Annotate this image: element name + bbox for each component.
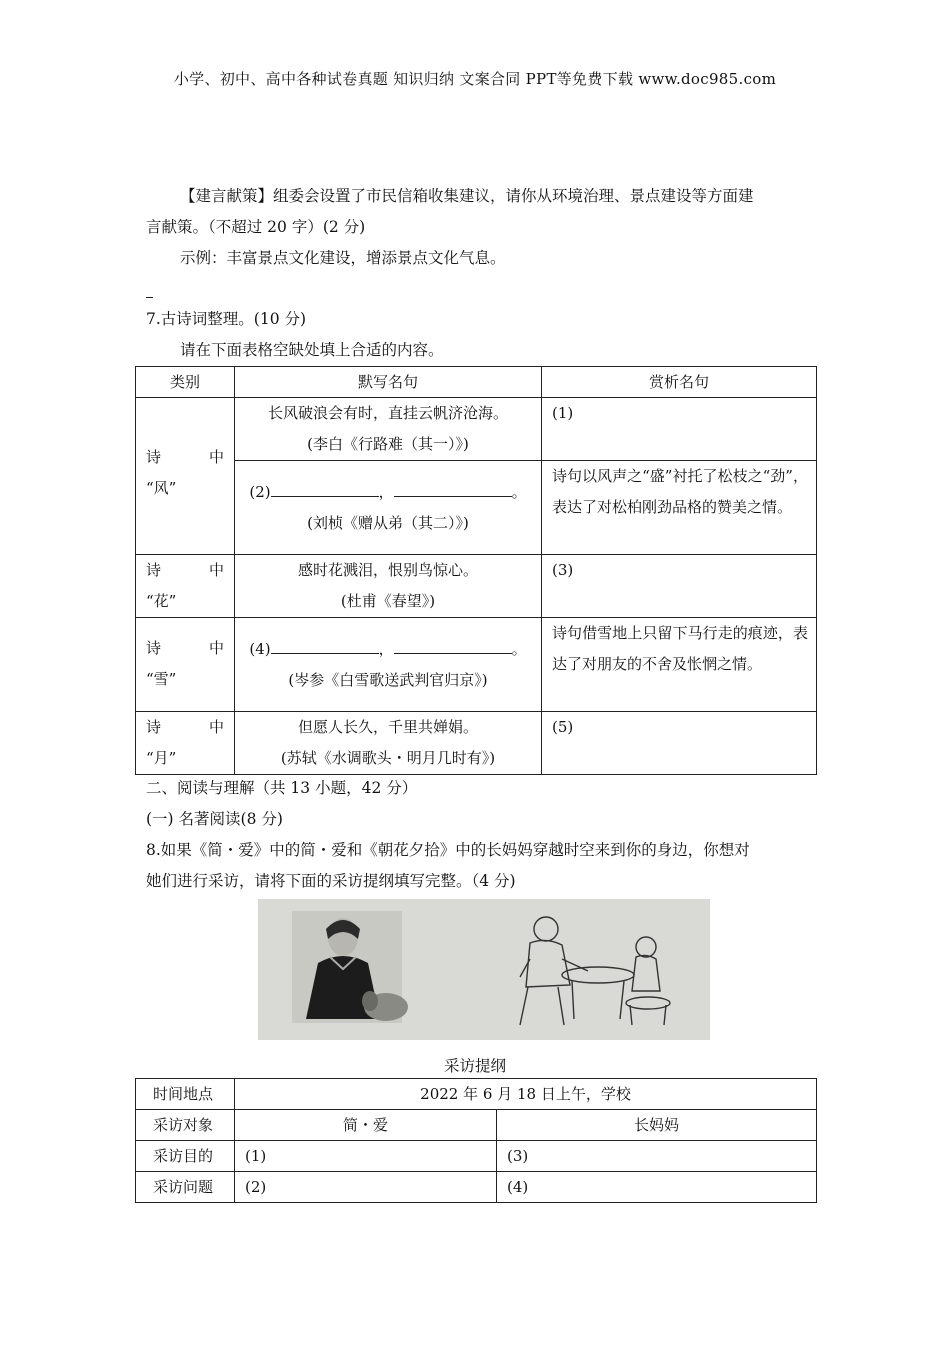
dictation-blank-4: (4) ， 。 (岑参《白雪歌送武判官归京》) (235, 618, 542, 712)
section2-title: 二、阅读与理解（共 13 小题，42 分） (146, 779, 418, 797)
question-blank-4: (4) (497, 1172, 817, 1203)
purpose-blank-1: (1) (235, 1141, 497, 1172)
section2-sub: (一) 名著阅读(8 分) (146, 810, 283, 828)
question-blank-2: (2) (235, 1172, 497, 1203)
dictation-cell: 长风破浪会有时，直挂云帆济沧海。 (李白《行路难（其一）》) (235, 398, 542, 461)
poetry-table-header (136, 367, 817, 398)
category-wind: 诗 中 “风” (136, 398, 235, 555)
table-row (136, 1079, 817, 1110)
interview-caption: 采访提纲 (443, 1057, 506, 1075)
target-jane: 简・爱 (235, 1110, 497, 1141)
dictation-blank-2: (2) ， 。 (刘桢《赠从弟（其二）》) (235, 461, 542, 555)
category-flower: 诗 中 “花” (136, 555, 235, 618)
q7-title: 7.古诗词整理。(10 分) (146, 310, 307, 328)
purpose-label: 采访目的 (136, 1141, 235, 1172)
time-label: 时间地点 (136, 1079, 235, 1110)
illustration-image (258, 899, 710, 1040)
analysis-blank-3: (3) (542, 555, 817, 618)
time-value: 2022 年 6 月 18 日上午，学校 (235, 1079, 817, 1110)
analysis-cell: 诗句借雪地上只留下马行走的痕迹，表达了对朋友的不舍及怅惘之情。 (542, 618, 817, 712)
question-label: 采访问题 (136, 1172, 235, 1203)
table-row (136, 555, 817, 618)
dictation-cell: 但愿人长久，千里共婵娟。 (苏轼《水调歌头・明月几时有》) (235, 712, 542, 775)
target-chang-mama: 长妈妈 (497, 1110, 817, 1141)
analysis-blank-1: (1) (542, 398, 817, 461)
table-row (136, 618, 817, 712)
q8-line1: 8.如果《简・爱》中的简・爱和《朝花夕拾》中的长妈妈穿越时空来到你的身边，你想对 (146, 841, 750, 859)
suggestion-line1: 【建言献策】组委会设置了市民信箱收集建议，请你从环境治理、景点建设等方面建 (180, 187, 754, 205)
purpose-blank-3: (3) (497, 1141, 817, 1172)
poetry-table (135, 366, 817, 775)
q7-instruction: 请在下面表格空缺处填上合适的内容。 (180, 341, 444, 359)
answer-dash (146, 297, 153, 298)
jane-eyre-figure (292, 911, 408, 1023)
target-label: 采访对象 (136, 1110, 235, 1141)
header-dictation: 默写名句 (235, 367, 542, 398)
illustration-drawing (258, 899, 710, 1040)
suggestion-line2: 言献策。（不超过 20 字）(2 分) (146, 218, 366, 236)
table-row (136, 712, 817, 775)
table-row (136, 398, 817, 461)
q8-line2: 她们进行采访，请将下面的采访提纲填写完整。（4 分) (146, 872, 516, 890)
suggestion-example: 示例：丰富景点文化建设，增添景点文化气息。 (180, 249, 506, 267)
analysis-cell: 诗句以风声之“盛”衬托了松枝之“劲”，表达了对松柏刚劲品格的赞美之情。 (542, 461, 817, 555)
table-row (136, 1110, 817, 1141)
interview-table (135, 1078, 817, 1203)
table-row (136, 461, 817, 555)
table-row (136, 1141, 817, 1172)
category-snow: 诗 中 “雪” (136, 618, 235, 712)
header-category: 类别 (136, 367, 235, 398)
category-moon: 诗 中 “月” (136, 712, 235, 775)
page-header: 小学、初中、高中各种试卷真题 知识归纳 文案合同 PPT等免费下载 www.doc985.com (173, 70, 777, 88)
table-row (136, 1172, 817, 1203)
header-analysis: 赏析名句 (542, 367, 817, 398)
dictation-cell: 感时花溅泪，恨别鸟惊心。 (杜甫《春望》) (235, 555, 542, 618)
analysis-blank-5: (5) (542, 712, 817, 775)
